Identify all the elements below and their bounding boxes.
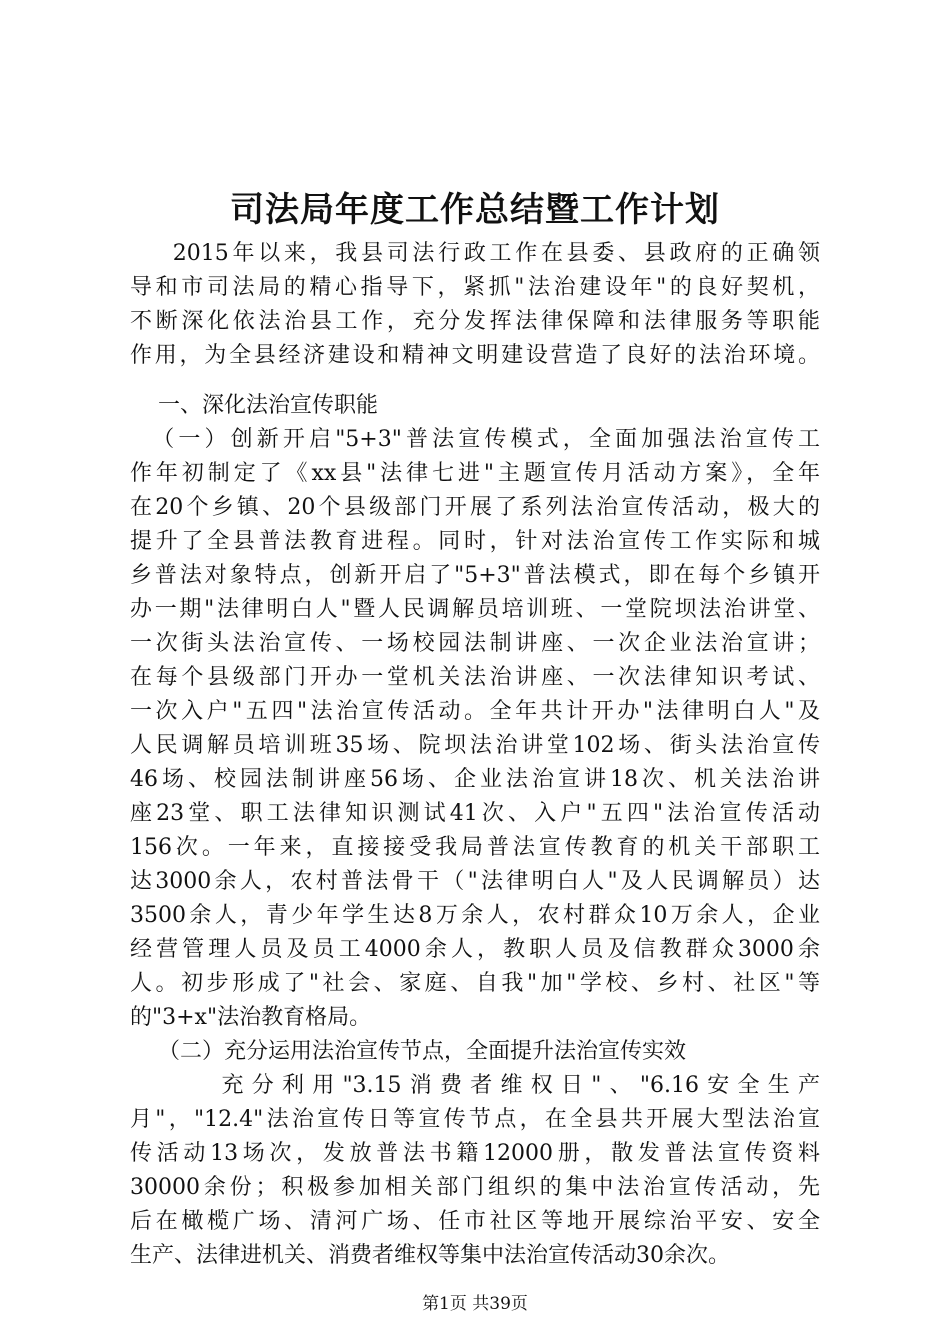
body-line: 3500余人，青少年学生达8万余人，农村群众10万余人，企业 <box>130 903 820 928</box>
body-line: 2015年以来，我县司法行政工作在县委、县政府的正确领 <box>130 241 820 266</box>
document-title: 司法局年度工作总结暨工作计划 <box>230 190 720 230</box>
body-line: 作年初制定了《xx县"法律七进"主题宣传月活动方案》，全年 <box>130 461 820 486</box>
body-line: 不断深化依法治县工作，充分发挥法律保障和法律服务等职能 <box>130 309 820 334</box>
body-line: 导和市司法局的精心指导下，紧抓"法治建设年"的良好契机， <box>130 275 820 300</box>
body-line: 达3000余人，农村普法骨干（"法律明白人"及人民调解员）达 <box>130 869 820 894</box>
body-line: 传活动13场次，发放普法书籍12000册，散发普法宣传资料 <box>130 1141 820 1166</box>
subsection-heading: （二）充分运用法治宣传节点，全面提升法治宣传实效 <box>130 1039 686 1064</box>
page-footer: 第1页 共39页 <box>422 1294 528 1314</box>
body-line: 30000余份；积极参加相关部门组织的集中法治宣传活动，先 <box>130 1175 820 1200</box>
body-line: 作用，为全县经济建设和精神文明建设营造了良好的法治环境。 <box>130 343 820 368</box>
body-line: 人。初步形成了"社会、家庭、自我"加"学校、乡村、社区"等 <box>130 971 820 996</box>
body-line: 人民调解员培训班35场、院坝法治讲堂102场、街头法治宣传 <box>130 733 820 758</box>
body-line: 月"，"12.4"法治宣传日等宣传节点，在全县共开展大型法治宣 <box>130 1107 820 1132</box>
body-line: 办一期"法律明白人"暨人民调解员培训班、一堂院坝法治讲堂、 <box>130 597 820 622</box>
body-line: 充分利用"3.15消费者维权日"、"6.16安全生产 <box>130 1073 820 1098</box>
body-line: （一）创新开启"5+3"普法宣传模式，全面加强法治宣传工 <box>130 427 820 452</box>
body-line: 在20个乡镇、20个县级部门开展了系列法治宣传活动，极大的 <box>130 495 820 520</box>
body-line: 一次街头法治宣传、一场校园法制讲座、一次企业法治宣讲； <box>130 631 820 656</box>
body-line: 一次入户"五四"法治宣传活动。全年共计开办"法律明白人"及 <box>130 699 820 724</box>
body-line: 提升了全县普法教育进程。同时，针对法治宣传工作实际和城 <box>130 529 820 554</box>
body-line: 在每个县级部门开办一堂机关法治讲座、一次法律知识考试、 <box>130 665 820 690</box>
body-line: 生产、法律进机关、消费者维权等集中法治宣传活动30余次。 <box>130 1243 730 1268</box>
body-line: 经营管理人员及员工4000余人，教职人员及信教群众3000余 <box>130 937 820 962</box>
body-line: 的"3+x"法治教育格局。 <box>130 1005 372 1030</box>
body-line: 乡普法对象特点，创新开启了"5+3"普法模式，即在每个乡镇开 <box>130 563 820 588</box>
body-line: 156次。一年来，直接接受我局普法宣传教育的机关干部职工 <box>130 835 820 860</box>
body-line: 座23堂、职工法律知识测试41次、入户"五四"法治宣传活动 <box>130 801 820 826</box>
body-line: 后在橄榄广场、清河广场、任市社区等地开展综治平安、安全 <box>130 1209 820 1234</box>
body-line: 46场、校园法制讲座56场、企业法治宣讲18次、机关法治讲 <box>130 767 820 792</box>
section-heading: 一、深化法治宣传职能 <box>130 393 378 418</box>
